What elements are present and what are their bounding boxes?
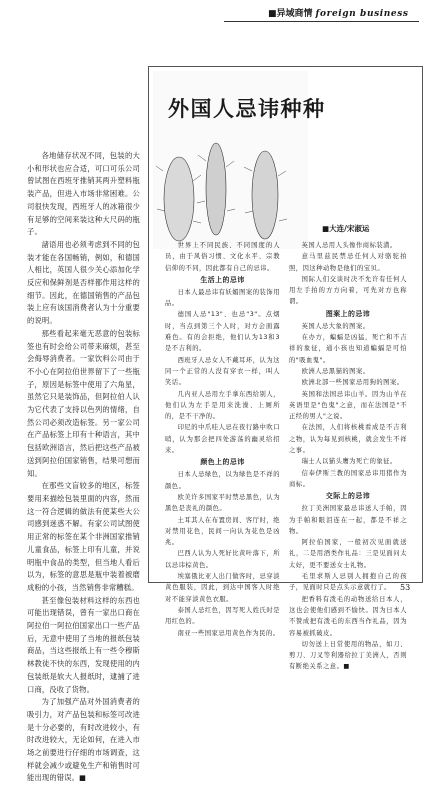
article-paragraph: 阿拉伯国家，一般初次见面就送礼，二是用酒类作礼品：三是见面问太太好，更不要送女士礼物。 bbox=[289, 539, 407, 569]
article-paragraph: 欧洲人忌黑猫的图案。 bbox=[301, 367, 370, 375]
subheading: 生活上的忌讳 bbox=[200, 275, 245, 284]
article-title: 外国人忌讳种种 bbox=[168, 97, 326, 121]
left-column bbox=[27, 150, 140, 785]
subheading: 交际上的忌讳 bbox=[325, 492, 371, 501]
article-paragraph: 世界上不同民族、不同国度的人员，由于风俗习惯、文化水平、宗教信仰的不同，因此都有自己的忌讳。 bbox=[165, 242, 280, 272]
article-paragraph: 巴西人认为人死好比黄叶落下，所以忌讳棕黄色。 bbox=[165, 550, 280, 569]
cactus-pad bbox=[164, 157, 194, 241]
left-paragraph: 甚至像包装材料这样的东西也可能出现错误，曾有一家出口商在阿拉伯一阿拉伯国家出口一些产品后，无意中使用了当地的报纸包装商品，当这些报纸上有一些令穆斯林教徒不快的东西，发现使用的内包装纸是软大人报纸时，逮捕了进口商，没收了货物。 bbox=[27, 595, 140, 694]
article-paragraph: 瑞士人以猫头鹰为死亡的象征。 bbox=[301, 458, 397, 466]
left-paragraph: 諸语用也必须考虑到不同的包装才能在各国畅销，例如，和德国人相比，英国人很少关心添加化学反应和保鲜剂是否样都作用这样的细节。因此，在德国销售的产品包装上应有该国消费者认为十分重要的说明。 bbox=[27, 239, 140, 326]
article-paragraph: 英国人忌大象的图案。 bbox=[301, 322, 370, 330]
article-paragraph: 英国人忌用人头像作商标装潢。 bbox=[301, 242, 397, 249]
article-paragraph: 在办方，蝙蝠是凶猛，死亡和不吉祥的象征，通小孩也知道蝙蝠是可怕的"吸血鬼"。 bbox=[289, 334, 407, 364]
cactus-stem bbox=[206, 143, 226, 235]
left-paragraph: 为了加强产品对外国消费者的吸引力，对产品包装和标签可改进是十分必要的，有时改进较小，有时改进较大，无论如何，在进入市场之前要进行仔细的市场调查，这样就会减少或避免生产和销售时可能出现的错误。■ bbox=[27, 697, 140, 783]
article-paragraph: 土耳其人在布置房间、客厅时，绝对禁用花色，民间一向认为花色是凶兆。 bbox=[165, 516, 280, 547]
article-paragraph: 切勿送上日常使用的物品，如刀、剪刀、刀叉等利器给拉丁美洲人，否则有断绝关系之意。■ bbox=[289, 640, 407, 671]
left-paragraph: 在那些文盲较多的地区，标签要用来描绘包装里面的内容，然而这一符合逻辑的做法有使某些大公司感到迷惑不解。有家公司试图使用正常的标签在某个非洲国家推销儿童食品，标签上印有儿童，并说明瓶中食品的类型，但当地人看后以为，标签的意思是瓶中装着被磨成粉的小孩，当然销售非常糟糕。 bbox=[27, 481, 140, 592]
article-paragraph: 欧美许多国家平时禁忌黑色，认为黑色是丧礼的颜色。 bbox=[165, 493, 280, 513]
article-paragraph: 意马里兹民禁忌任何人对骆驼拍照，因这种动物是他们的宝贝。 bbox=[289, 253, 407, 272]
article-paragraph: 西班牙人忌女人不戴耳环，认为这同一个正常的人没有穿衣一样，叫人笑话。 bbox=[165, 356, 280, 387]
subheading: 颜色上的忌讳 bbox=[200, 458, 245, 467]
article-paragraph: 拉丁美洲国家最忌讳送人手帕，因为手帕和眼泪连在一起，都是不祥之物。 bbox=[289, 505, 407, 535]
section-title-cn: 异域商情 bbox=[276, 9, 313, 19]
article-paragraph: 日本人最忌讳有妖媚图案的装饰用品。 bbox=[165, 288, 280, 308]
subheading: 图案上的忌讳 bbox=[325, 309, 371, 318]
article-author: ■大连/宋淑运 bbox=[322, 224, 370, 233]
article-paragraph: 日本人忌绿色，以为绿色是不祥的颜色。 bbox=[165, 471, 280, 490]
article-paragraph: 埃塞俄比亚人出门做客时，忌穿淡黄色服装，因此，到达中国客人时绝对不能穿淡黄色衣服。 bbox=[165, 573, 280, 603]
article-paragraph: 泰国人忌红色，因写死人姓氏时是用红色的。 bbox=[165, 606, 280, 626]
cactus-stem bbox=[252, 151, 278, 239]
article-paragraph: 南亚一些国家忌用黄色作为民的。 bbox=[177, 629, 280, 637]
article-paragraph: 几内亚人忌用左手拿东西给别人，他们认为左手是用来洗澡、上厕所的，是不干净的。 bbox=[165, 390, 280, 421]
left-paragraph: 那些看起来毫无恶意的包装标签也有时会给公司带来麻烦，甚至会侮辱消费者。一家饮料公司由于不小心在阿拉伯世界留下了一些瓶子，原因是标签中使用了六角星，虽然它只是装饰品，但阿拉伯人认为它代表了支持以色列的情绪，自然公司必须改造标签。另一家公司在产品标签上印有十种语言，其中包括欧洲语言，然后把这些产品被送到阿拉伯国家销售，结果可想而知。 bbox=[27, 328, 140, 478]
page-header bbox=[224, 3, 419, 23]
article-paragraph: 印尼的中爪哇人忌在夜行路中吹口哨，认为那会把四处游荡的幽灵给招来。 bbox=[165, 424, 280, 455]
article-paragraph: 欧洲北部一些国家忌用狗的图案。 bbox=[301, 379, 404, 387]
article-paragraph: 英国和法国忌讳山羊。因为山羊在英语里是"色鬼"之意，而在法国是"不正经的男人"之说。 bbox=[289, 390, 407, 421]
page-number: 53 bbox=[400, 583, 411, 592]
section-label bbox=[268, 6, 409, 19]
left-paragraph: 各地储存状况不同，包装的大小和形状也应合适，可口可乐公司曾试图在西班牙推销其两升塑料瓶装产品，但进入市场非常困难。公司很快发现，西班牙人的冰箱很少有足够的空间来装这种大尺码的瓶子。 bbox=[27, 151, 140, 237]
header-rule bbox=[224, 21, 419, 22]
article-paragraph: 在法国，人们将核桃看成是不吉利之物，认为每见到核桃，就会发生不祥之事。 bbox=[289, 424, 407, 455]
article-paragraph: 信奉伊斯兰教的国家忌讳用猪作为商标。 bbox=[289, 469, 407, 488]
article-paragraph: 把香料有泼毛的动物送给日本人，这也会使他们感到不愉快。因为日本人不赞成把有泼毛的东西当作礼品，因为容易被抓破皮。 bbox=[289, 595, 407, 637]
article-column-right bbox=[289, 240, 407, 673]
article-paragraph: 德国人忌"13"、也忌"3"。点烟时，当点到第三个人时，对方会面露难色。有的会拒绝，他们认为13和3是不吉利的。 bbox=[165, 311, 280, 353]
article-paragraph: 国际人们交谈时决不允许有任何人用左手拍的方方向着，可先对方也称谓。 bbox=[289, 275, 407, 306]
article-column-middle bbox=[165, 240, 280, 639]
section-title-en: foreign business bbox=[315, 9, 409, 19]
header-square-icon: ■ bbox=[268, 9, 277, 19]
article-paragraph: 毛里求斯人忌别人拥抱自己的孩子，见面时只是点头示意就行了。 bbox=[289, 573, 407, 592]
